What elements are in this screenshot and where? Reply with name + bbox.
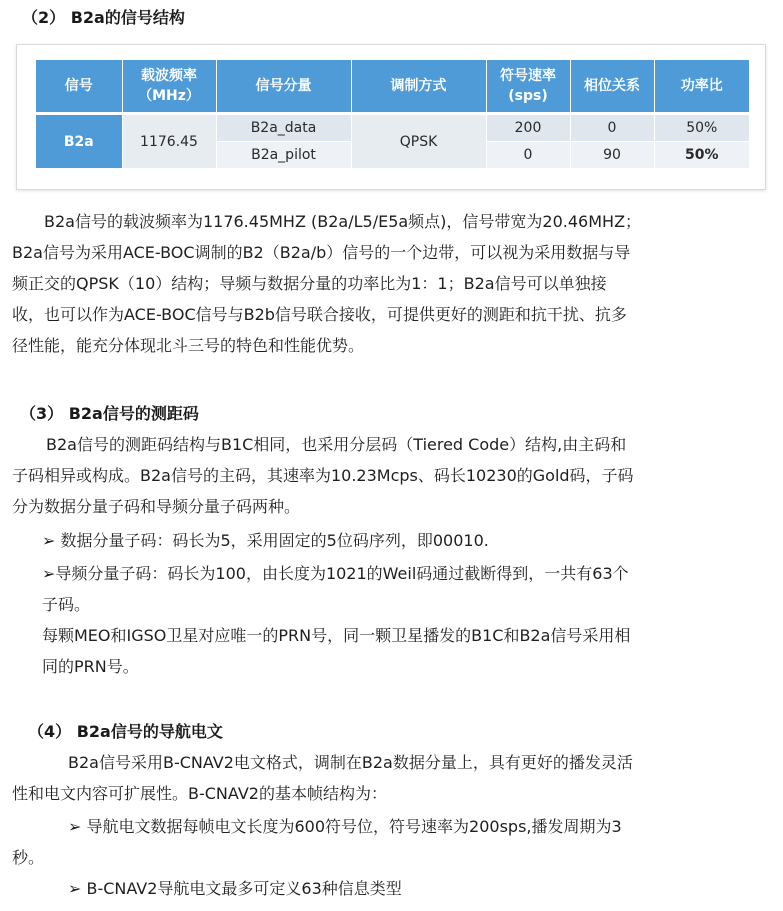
header-symbol-rate-line2: (sps) (508, 88, 548, 104)
header-component: 信号分量 (216, 60, 351, 114)
para-line: B2a信号为采用ACE-BOC调制的B2（B2a/b）信号的一个边带，可以视为采用数据与导 (12, 243, 631, 262)
header-carrier-frequency (122, 60, 216, 114)
para-line: 每颗MEO和IGSO卫星对应唯一的PRN号，同一颗卫星播发的B1C和B2a信号采用相 (42, 626, 631, 645)
header-phase: 相位关系 (570, 60, 654, 114)
para-line: B2a信号的测距码结构与B1C相同，也采用分层码（Tiered Code）结构,由主码和 (46, 435, 627, 454)
signal-structure-table (36, 60, 749, 169)
para-line: 子码。 (42, 595, 91, 614)
cell-component: B2a_data (216, 114, 351, 142)
bullet-item: ➢ B-CNAV2导航电文最多可定义63种信息类型 (68, 879, 402, 898)
header-carrier-frequency-line1: 载波频率 (141, 68, 197, 84)
section-4-heading: （4） B2a信号的导航电文 (28, 722, 223, 741)
table-row (36, 114, 749, 142)
header-carrier-frequency-line2: （MHz） (138, 88, 200, 104)
cell-phase: 0 (570, 114, 654, 142)
header-power-ratio: 功率比 (654, 60, 749, 114)
cell-power: 50% (654, 114, 749, 142)
cell-signal: B2a (36, 114, 122, 169)
para-line: 频正交的QPSK（10）结构；导频与数据分量的功率比为1：1；B2a信号可以单独接 (12, 274, 607, 293)
cell-power: 50% (654, 142, 749, 169)
para-line: 性和电文内容可扩展性。B-CNAV2的基本帧结构为： (12, 784, 387, 803)
cell-frequency: 1176.45 (122, 114, 216, 169)
cell-modulation: QPSK (351, 114, 486, 169)
bullet-item: ➢ 数据分量子码：码长为5，采用固定的5位码序列，即00010. (42, 531, 489, 550)
para-line: 收，也可以作为ACE-BOC信号与B2b信号联合接收，可提供更好的测距和抗干扰、抗多 (12, 305, 627, 324)
cell-component: B2a_pilot (216, 142, 351, 169)
para-line: 分为数据分量子码和导频分量子码两种。 (12, 497, 301, 516)
para-line: 子码相异或构成。B2a信号的主码，其速率为10.23Mcps、码长10230的Gold码，子码 (12, 466, 634, 485)
header-symbol-rate-line1: 符号速率 (500, 68, 556, 84)
para-line: B2a信号采用B-CNAV2电文格式，调制在B2a数据分量上，具有更好的播发灵活 (68, 753, 633, 772)
para-line: 同的PRN号。 (42, 657, 139, 676)
para-line: 径性能，能充分体现北斗三号的特色和性能优势。 (12, 336, 365, 355)
header-signal: 信号 (36, 60, 122, 114)
section-3-heading: （3） B2a信号的测距码 (20, 404, 199, 423)
section-2-heading: （2） B2a的信号结构 (22, 8, 185, 27)
header-modulation: 调制方式 (351, 60, 486, 114)
header-symbol-rate (486, 60, 570, 114)
cell-rate: 200 (486, 114, 570, 142)
cell-rate: 0 (486, 142, 570, 169)
bullet-item: ➢ 导航电文数据每帧电文长度为600符号位，符号速率为200sps,播发周期为3 (68, 817, 622, 836)
cell-phase: 90 (570, 142, 654, 169)
para-line: B2a信号的载波频率为1176.45MHZ (B2a/L5/E5a频点)，信号带宽为20.46MHZ； (44, 212, 642, 231)
para-line: 秒。 (12, 848, 45, 867)
bullet-item: ➢导频分量子码：码长为100，由长度为1021的Weil码通过截断得到，一共有63个 (42, 564, 629, 583)
